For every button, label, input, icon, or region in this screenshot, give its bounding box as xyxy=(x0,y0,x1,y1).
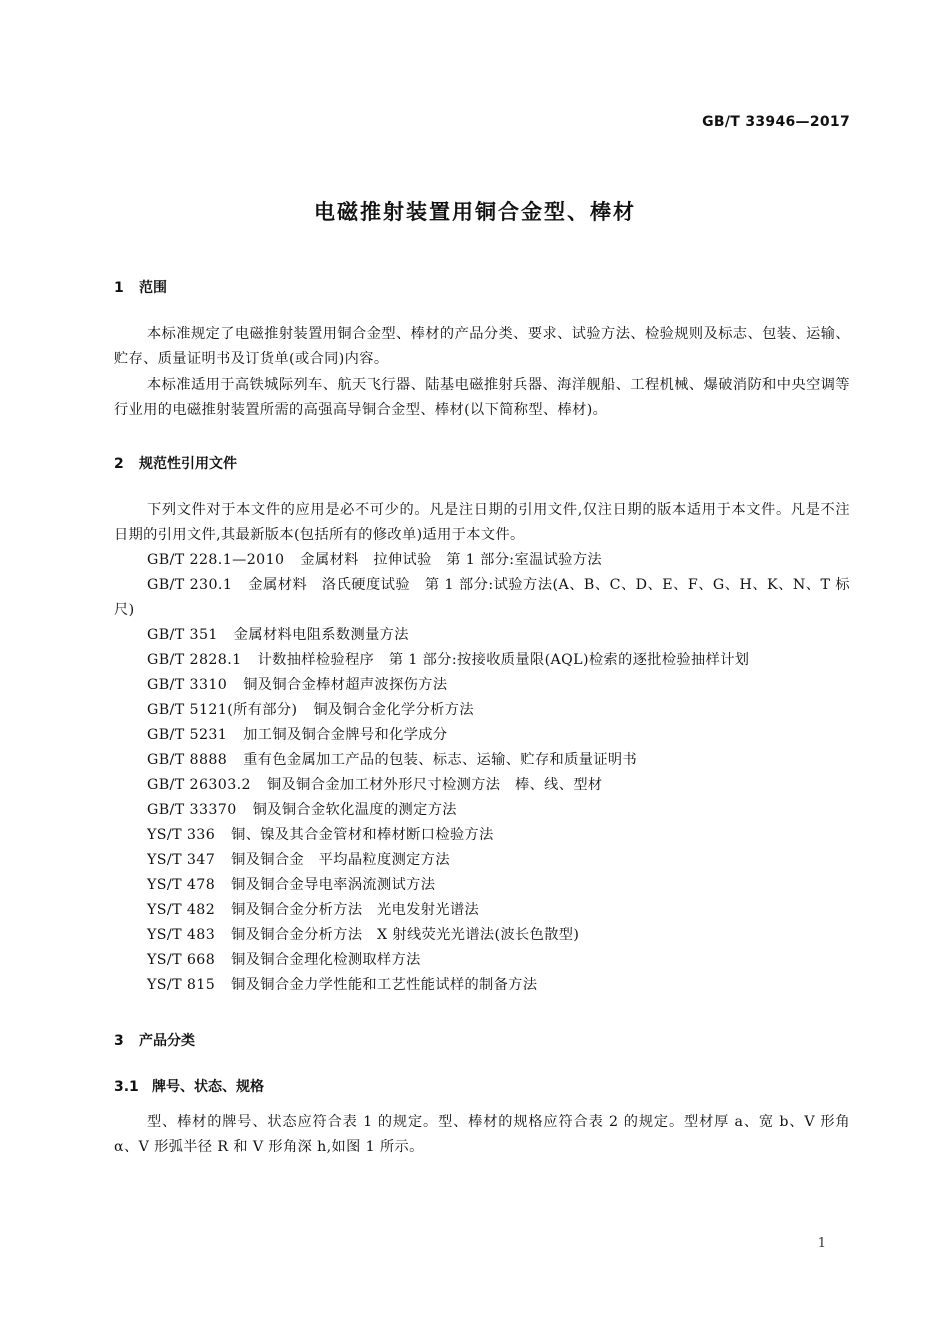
reference-code: YS/T 815 xyxy=(147,977,216,993)
reference-title: 铜及铜合金理化检测取样方法 xyxy=(231,952,421,968)
reference-code: YS/T 336 xyxy=(147,827,216,843)
reference-item xyxy=(114,648,850,673)
reference-code: GB/T 33370 xyxy=(147,802,237,818)
reference-item xyxy=(114,898,850,923)
reference-code: GB/T 3310 xyxy=(147,677,228,693)
reference-title: 计数抽样检验程序 第 1 部分:按接收质量限(AQL)检索的逐批检验抽样计划 xyxy=(257,652,750,668)
section-2-intro: 下列文件对于本文件的应用是必不可少的。凡是注日期的引用文件,仅注日期的版本适用于本文件。凡是不注日期的引用文件,其最新版本(包括所有的修改单)适用于本文件。 xyxy=(114,502,850,543)
reference-title: 金属材料电阻系数测量方法 xyxy=(233,627,409,643)
reference-code: GB/T 228.1—2010 xyxy=(147,552,285,568)
reference-item xyxy=(114,773,850,798)
reference-code: GB/T 26303.2 xyxy=(147,777,251,793)
section-title: 范围 xyxy=(139,280,167,296)
reference-title: 铜及铜合金分析方法 X 射线荧光光谱法(波长色散型) xyxy=(231,927,580,943)
section-1-paragraph-2: 本标准适用于高铁城际列车、航天飞行器、陆基电磁推射兵器、海洋舰船、工程机械、爆破消防和中央空调等行业用的电磁推射装置所需的高强高导铜合金型、棒材(以下简称型、棒材)。 xyxy=(114,377,850,418)
reference-item xyxy=(114,573,850,623)
reference-code: YS/T 483 xyxy=(147,927,216,943)
reference-item xyxy=(114,848,850,873)
reference-code: YS/T 347 xyxy=(147,852,216,868)
section-title: 规范性引用文件 xyxy=(139,456,237,472)
reference-title: 铜及铜合金力学性能和工艺性能试样的制备方法 xyxy=(231,977,538,993)
reference-code: GB/T 5231 xyxy=(147,727,228,743)
reference-title: 铜及铜合金 平均晶粒度测定方法 xyxy=(231,852,450,868)
reference-title: 铜及铜合金软化温度的测定方法 xyxy=(252,802,457,818)
reference-code: GB/T 8888 xyxy=(147,752,228,768)
section-number: 2 xyxy=(114,456,124,472)
section-title: 牌号、状态、规格 xyxy=(152,1079,264,1095)
section-1-paragraph-1: 本标准规定了电磁推射装置用铜合金型、棒材的产品分类、要求、试验方法、检验规则及标志、包装、运输、贮存、质量证明书及订货单(或合同)内容。 xyxy=(114,326,850,367)
reference-title: 金属材料 洛氏硬度试验 第 1 部分:试验方法(A、B、C、D、E、F、G、H、K、N、T 标尺) xyxy=(114,577,850,618)
reference-title: 金属材料 拉伸试验 第 1 部分:室温试验方法 xyxy=(300,552,603,568)
reference-title: 重有色金属加工产品的包装、标志、运输、贮存和质量证明书 xyxy=(243,752,638,768)
section-number: 3 xyxy=(114,1033,124,1049)
reference-title: 铜及铜合金导电率涡流测试方法 xyxy=(231,877,436,893)
reference-title: 铜及铜合金加工材外形尺寸检测方法 棒、线、型材 xyxy=(266,777,603,793)
section-1-heading xyxy=(114,277,167,297)
document-title: 电磁推射装置用铜合金型、棒材 xyxy=(314,200,636,224)
reference-code: GB/T 351 xyxy=(147,627,218,643)
section-3-1-paragraph: 型、棒材的牌号、状态应符合表 1 的规定。型、棒材的规格应符合表 2 的规定。型材厚 a、宽 b、V 形角 α、V 形弧半径 R 和 V 形角深 h,如图 1 所示。 xyxy=(114,1114,850,1155)
standard-number: GB/T 33946—2017 xyxy=(702,114,850,130)
reference-title: 铜及铜合金分析方法 光电发射光谱法 xyxy=(231,902,480,918)
section-number: 3.1 xyxy=(114,1079,139,1095)
reference-list xyxy=(114,548,850,998)
reference-title: 铜及铜合金化学分析方法 xyxy=(313,702,474,718)
reference-code: YS/T 668 xyxy=(147,952,216,968)
section-2-heading xyxy=(114,453,237,473)
reference-item xyxy=(114,973,850,998)
section-3-heading xyxy=(114,1030,195,1050)
page-number: 1 xyxy=(817,1236,826,1251)
reference-item xyxy=(114,798,850,823)
reference-title: 铜、镍及其合金管材和棒材断口检验方法 xyxy=(231,827,494,843)
reference-code: GB/T 230.1 xyxy=(147,577,233,593)
reference-item xyxy=(114,698,850,723)
reference-title: 铜及铜合金棒材超声波探伤方法 xyxy=(243,677,448,693)
section-title: 产品分类 xyxy=(139,1033,195,1049)
reference-item xyxy=(114,723,850,748)
reference-item xyxy=(114,748,850,773)
reference-title: 加工铜及铜合金牌号和化学成分 xyxy=(243,727,448,743)
reference-item xyxy=(114,948,850,973)
reference-code: GB/T 2828.1 xyxy=(147,652,242,668)
reference-item xyxy=(114,548,850,573)
reference-code: YS/T 478 xyxy=(147,877,216,893)
reference-item xyxy=(114,623,850,648)
reference-code: YS/T 482 xyxy=(147,902,216,918)
reference-item xyxy=(114,923,850,948)
reference-item xyxy=(114,673,850,698)
reference-code: GB/T 5121(所有部分) xyxy=(147,702,298,718)
section-3-1-heading xyxy=(114,1076,264,1096)
reference-item xyxy=(114,873,850,898)
section-number: 1 xyxy=(114,280,124,296)
reference-item xyxy=(114,823,850,848)
